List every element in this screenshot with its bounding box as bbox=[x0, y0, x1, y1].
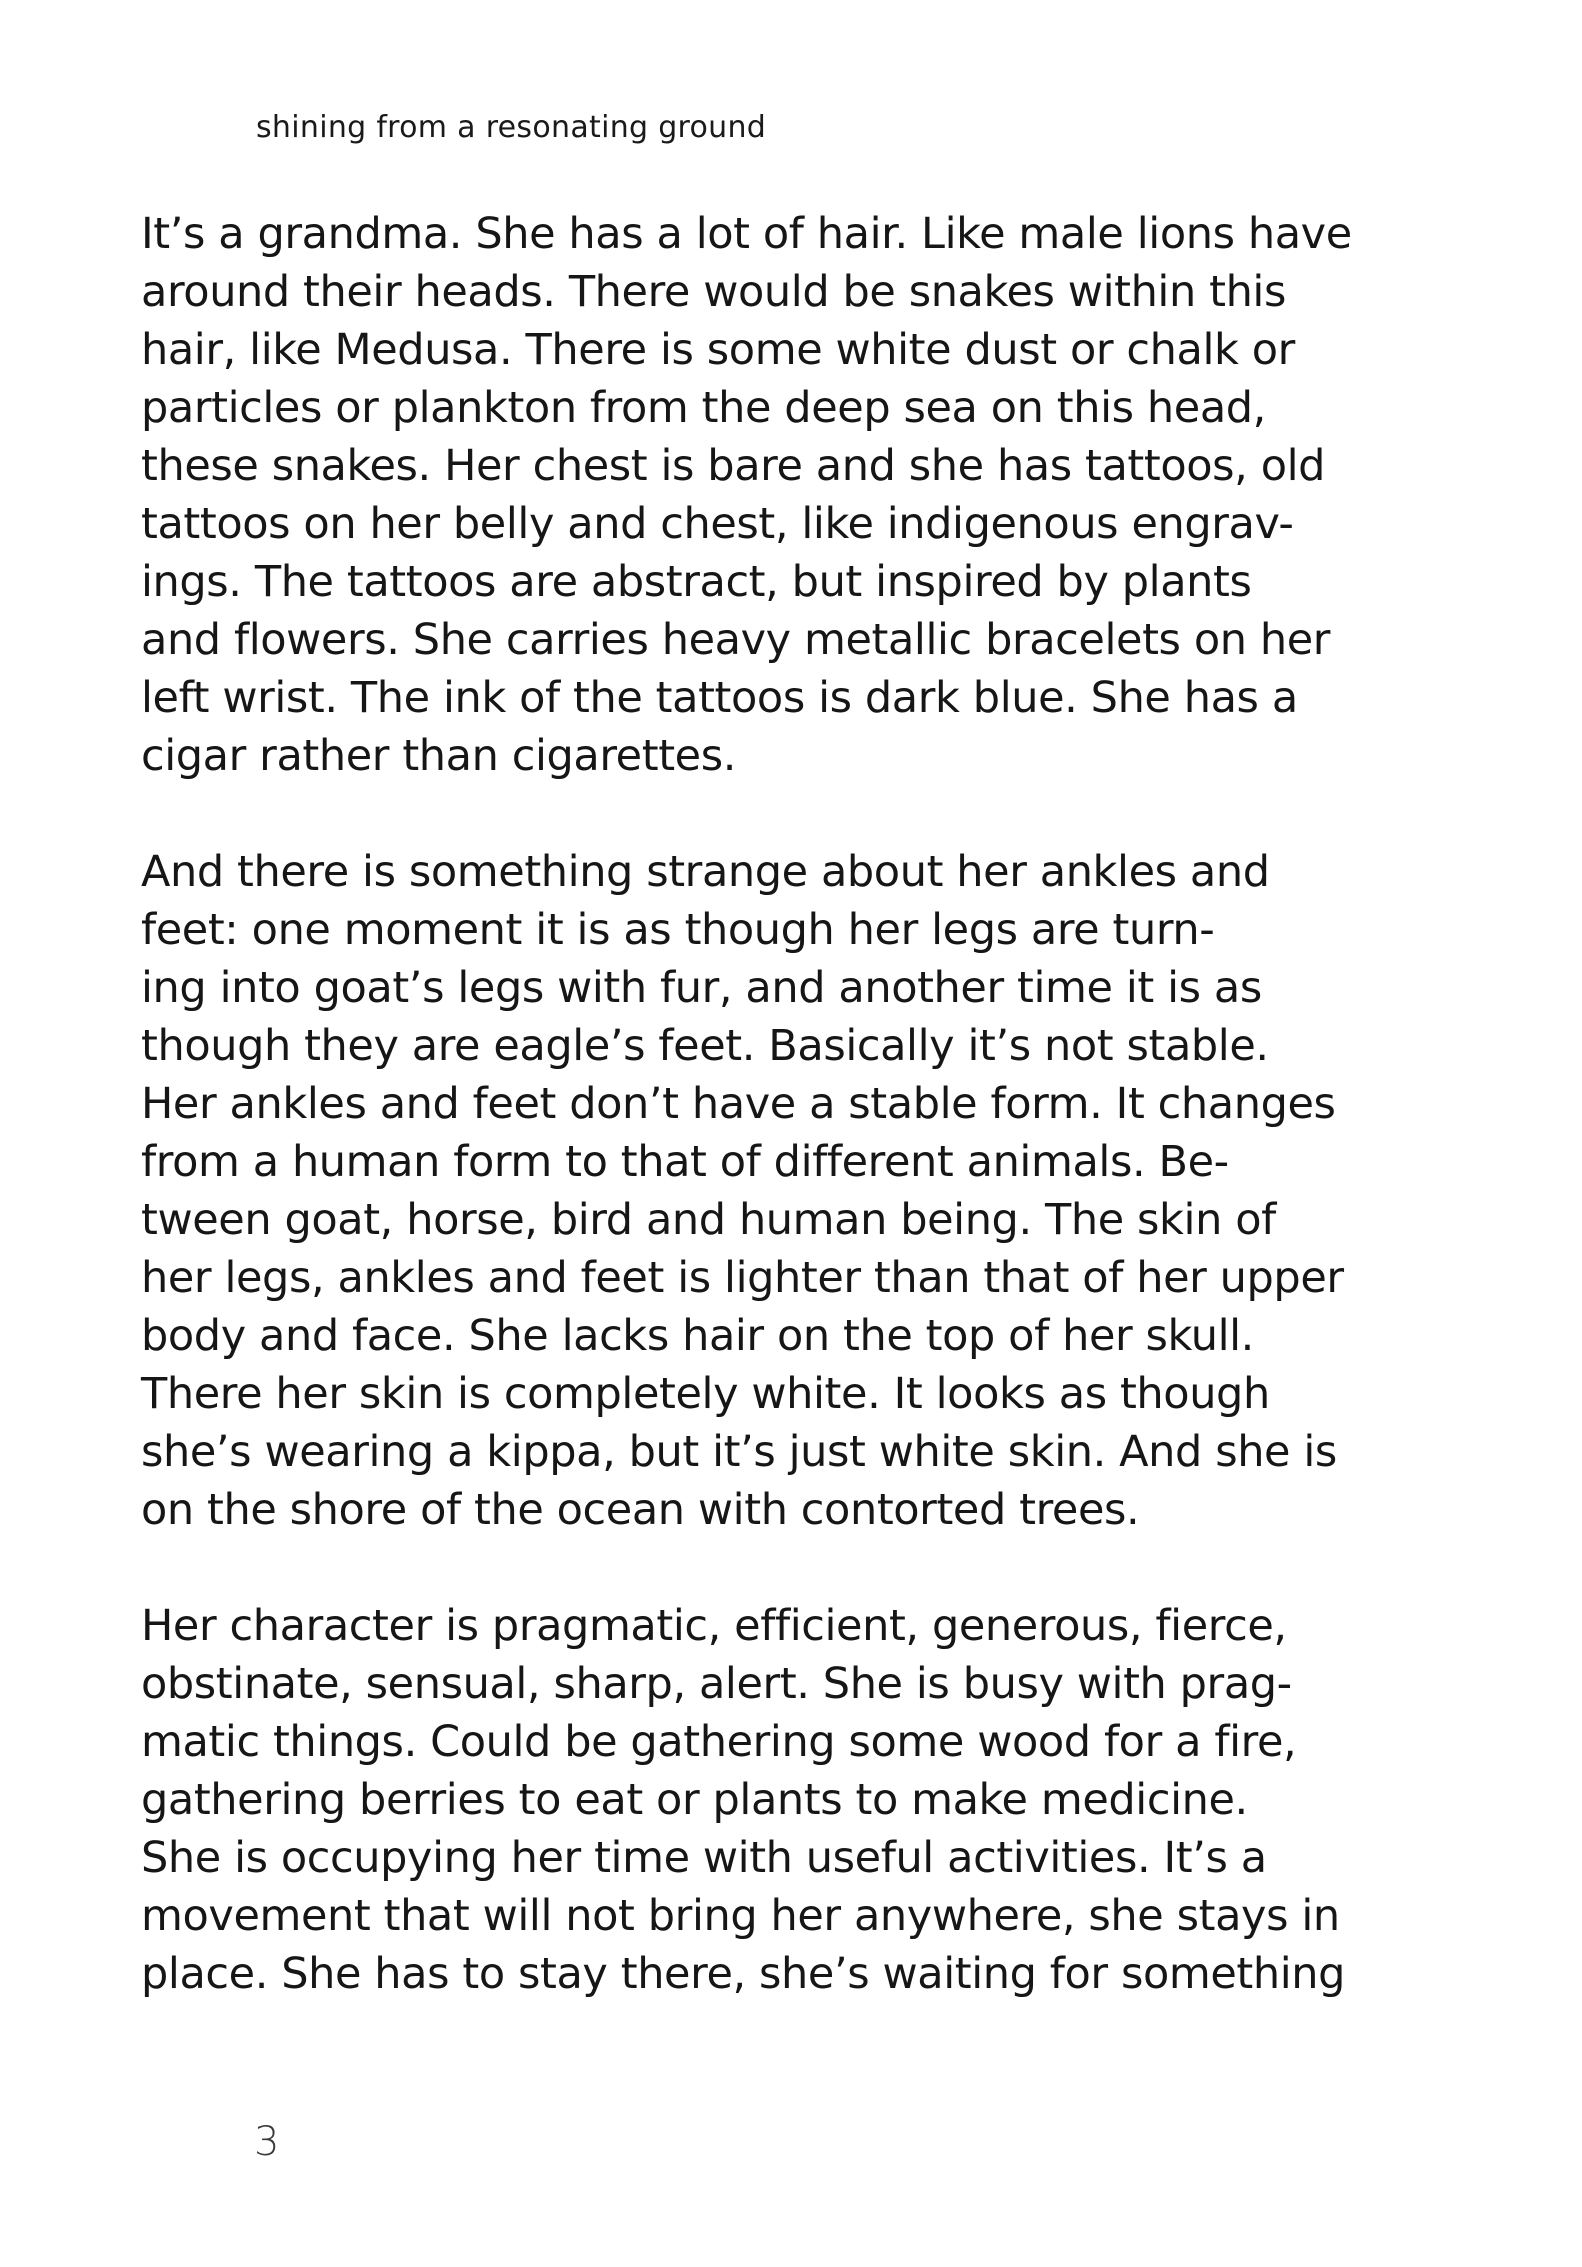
running-header: shining from a resonating ground bbox=[256, 110, 767, 145]
text-line: she’s wearing a kippa, but it’s just white skin. And she is bbox=[141, 1427, 1337, 1477]
paragraph-2 bbox=[141, 843, 1441, 1539]
text-line: movement that will not bring her anywhere, she stays in bbox=[141, 1891, 1340, 1941]
text-line: body and face. She lacks hair on the top of her skull. bbox=[141, 1311, 1254, 1361]
text-line: hair, like Medusa. There is some white dust or chalk or bbox=[141, 325, 1295, 375]
text-line: on the shore of the ocean with contorted trees. bbox=[141, 1485, 1140, 1535]
text-line: matic things. Could be gathering some wood for a fire, bbox=[141, 1717, 1297, 1767]
text-line: around their heads. There would be snakes within this bbox=[141, 267, 1286, 317]
text-line: particles or plankton from the deep sea on this head, bbox=[141, 383, 1266, 433]
text-line: tattoos on her belly and chest, like indigenous engrav- bbox=[141, 499, 1294, 549]
text-line: place. She has to stay there, she’s waiting for something bbox=[141, 1949, 1346, 1999]
text-line: though they are eagle’s feet. Basically it’s not stable. bbox=[141, 1021, 1269, 1071]
text-line: It’s a grandma. She has a lot of hair. Like male lions have bbox=[141, 209, 1352, 259]
paragraph-1 bbox=[141, 205, 1441, 785]
text-line: She is occupying her time with useful activities. It’s a bbox=[141, 1833, 1267, 1883]
text-line: from a human form to that of different animals. Be- bbox=[141, 1137, 1229, 1187]
text-line: And there is something strange about her ankles and bbox=[141, 847, 1270, 897]
text-line: tween goat, horse, bird and human being. The skin of bbox=[141, 1195, 1276, 1245]
text-line: There her skin is completely white. It looks as though bbox=[141, 1369, 1270, 1419]
text-line: these snakes. Her chest is bare and she has tattoos, old bbox=[141, 441, 1326, 491]
text-line: gathering berries to eat or plants to make medicine. bbox=[141, 1775, 1248, 1825]
text-line: Her ankles and feet don’t have a stable form. It changes bbox=[141, 1079, 1336, 1129]
text-line: her legs, ankles and feet is lighter than that of her upper bbox=[141, 1253, 1344, 1303]
text-line: left wrist. The ink of the tattoos is dark blue. She has a bbox=[141, 673, 1298, 723]
text-line: ing into goat’s legs with fur, and another time it is as bbox=[141, 963, 1262, 1013]
text-line: obstinate, sensual, sharp, alert. She is busy with prag- bbox=[141, 1659, 1292, 1709]
page-number: 3 bbox=[254, 2119, 280, 2165]
text-line: Her character is pragmatic, efficient, generous, fierce, bbox=[141, 1601, 1287, 1651]
text-line: cigar rather than cigarettes. bbox=[141, 731, 736, 781]
text-line: feet: one moment it is as though her legs are turn- bbox=[141, 905, 1215, 955]
text-line: and flowers. She carries heavy metallic bracelets on her bbox=[141, 615, 1331, 665]
body-text bbox=[141, 205, 1441, 2061]
text-line: ings. The tattoos are abstract, but inspired by plants bbox=[141, 557, 1252, 607]
paragraph-3 bbox=[141, 1597, 1441, 2003]
